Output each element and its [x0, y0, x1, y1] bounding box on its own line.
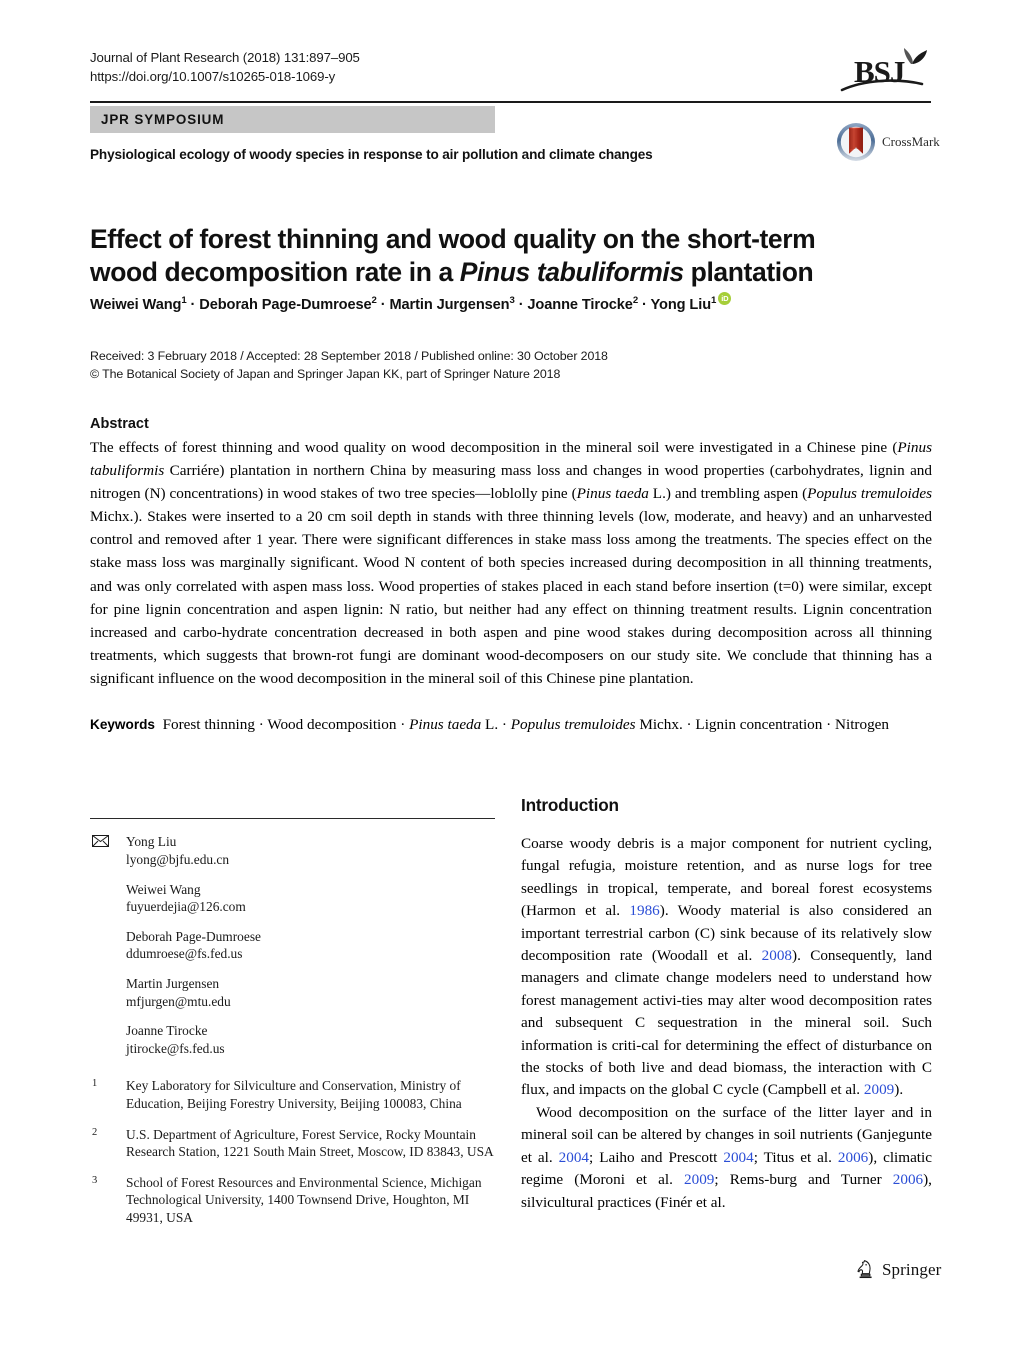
affiliation-list [90, 1077, 495, 1226]
affiliation-item [90, 1174, 495, 1227]
springer-wordmark: Springer [882, 1260, 942, 1279]
contact-entry [90, 833, 495, 868]
bsj-logo-icon [834, 42, 930, 98]
masthead-divider [90, 101, 931, 103]
contact-entry [90, 1022, 495, 1057]
author-list [90, 295, 890, 313]
keywords-list: Forest thinning · Wood decomposition · Pinus taeda L. · Populus tremuloides Michx. · Lignin concentration · Nitrogen [162, 716, 889, 733]
svg-text:BSJ: BSJ [854, 54, 905, 89]
author-names: Weiwei Wang$^1$ · Deborah Page-Dumroese$^2$ · Martin Jurgensen$^3$ · Joanne Tirocke$^2$ · Yong Liu$^1$ [90, 295, 717, 313]
introduction-paragraph-1: Coarse woody debris is a major component for nutrient cycling, fungal refugia, moisture retention, and as nurse logs for tree seedlings in tropical, temperate, and boreal forest ecosystems (Harmon et al. 1986). Woody material is also considered an important terrestrial carbon (C) sink because of its relatively slow decomposition rate (Woodall et al. 2008). Consequently, land managers and climate change modelers need to understand how forest management activi‑ties may alter wood decomposition rates and subsequent C sequestration in the mineral soil. Such information is criti‑cal for determining the effect of disturbance on the stocks of both live and dead biomass, the interaction with C flux, and impacts on the global C cycle (Campbell et al. 2009). [521, 835, 932, 1099]
masthead [90, 48, 930, 89]
introduction-paragraph-2: Wood decomposition on the surface of the litter layer and in mineral soil can be altered by changes in soil nutrients (Ganjegunte et al. 2004; Laiho and Prescott 2004; Titus et al. 2006), climatic regime (Moroni et al. 2009; Rems‑burg and Turner 2006), silvicultural practices (Finér et al. [521, 1103, 932, 1211]
contact-entry [90, 881, 495, 916]
doi-line: https://doi.org/10.1007/s10265-018-1069-y [90, 69, 336, 84]
keywords-section [90, 713, 932, 736]
contact-name: Deborah Page-Dumroese [126, 928, 261, 944]
correspondence-divider [90, 818, 495, 819]
contact-name: Weiwei Wang [126, 881, 201, 897]
affiliation-number: 1 [92, 1078, 98, 1090]
affiliation-text: School of Forest Resources and Environmental Science, Michigan Technological University, 1400 Townsend Drive, Houghton, MI 49931, USA [126, 1174, 482, 1225]
correspondence-column [90, 818, 495, 1239]
affiliation-item [90, 1126, 495, 1161]
contact-email[interactable]: fuyuerdejia@126.com [126, 899, 246, 915]
contact-entry [90, 928, 495, 963]
affiliation-item [90, 1077, 495, 1112]
received-accepted-line: Received: 3 February 2018 / Accepted: 28 September 2018 / Published online: 30 October 2018 [90, 349, 608, 363]
crossmark-icon[interactable] [836, 122, 876, 162]
orcid-icon[interactable] [718, 292, 731, 305]
page-title [90, 223, 880, 289]
title-text-part2: plantation [683, 256, 814, 287]
correspondence-list [90, 833, 495, 1057]
affiliation-text: Key Laboratory for Silviculture and Conservation, Ministry of Education, Beijing Forestry University, Beijing 100083, China [126, 1078, 462, 1111]
copyright-line: © The Botanical Society of Japan and Springer Japan KK, part of Springer Nature 2018 [90, 366, 561, 381]
keywords-label: Keywords [90, 717, 155, 732]
contact-name: Joanne Tirocke [126, 1023, 208, 1039]
contact-name: Yong Liu [126, 834, 177, 850]
contact-email[interactable]: lyong@bjfu.edu.cn [126, 851, 230, 867]
contact-email[interactable]: ddumroese@fs.fed.us [126, 946, 243, 962]
title-species-name: Pinus tabuliformis [459, 256, 684, 287]
crossmark-label: CrossMark [882, 134, 940, 149]
symposium-band [90, 106, 495, 133]
journal-citation-line: Journal of Plant Research (2018) 131:897–905 [90, 50, 360, 65]
affiliation-number: 3 [92, 1174, 98, 1186]
affiliation-text: U.S. Department of Agriculture, Forest Service, Rocky Mountain Research Station, 1221 South Main Street, Moscow, ID 83843, USA [126, 1126, 494, 1160]
publication-dates [90, 348, 890, 383]
symposium-band-label: JPR SYMPOSIUM [101, 112, 225, 127]
abstract-body: The effects of forest thinning and wood quality on wood decomposition in the mineral soil were investigated in a Chinese pine (Pinus tabuliformis Carriére) plantation in northern China by measuring mass loss and changes in wood properties (carbohydrates, lignin and nitrogen (N) concentrations) in wood stakes of two tree species—loblolly pine (Pinus taeda L.) and trembling aspen (Populus tremuloides Michx.). Stakes were inserted to a 20 cm soil depth in stands with three thinning levels (low, moderate, and heavy) and an unharvested control and removed after 1 year. There were significant differences in stake mass loss among the treatments. The species effect on the stake mass loss was marginally significant. Wood N content of both species increased during decomposition in all thinning treatments, and was only correlated with aspen mass loss. Wood properties of stakes placed in each stand before insertion (t=0) were similar, except for pine lignin concentration and aspen lignin: N ratio, but neither had any effect on thinning treatment results. Lignin concentration increased and carbo-hydrate concentration decreased in both aspen and pine wood stakes during decomposition across all thinning treatments, which suggests that brown-rot fungi are dominant wood-decomposers on our study site. We conclude that thinning has a significant influence on the wood decomposition in the mineral soil of this Chinese pine plantation. [90, 439, 933, 687]
title-text-part1: Effect of forest thinning and wood quality on the short-term wood decomposition rate in a [90, 223, 816, 287]
introduction-column [521, 795, 932, 1214]
envelope-icon [92, 835, 109, 847]
contact-name: Martin Jurgensen [126, 975, 220, 991]
abstract-heading: Abstract [90, 416, 149, 432]
symposium-subtitle: Physiological ecology of woody species in response to air pollution and climate changes [90, 147, 653, 162]
springer-knight-icon [853, 1258, 877, 1282]
introduction-heading: Introduction [521, 795, 619, 815]
crossmark-badge[interactable] [836, 122, 940, 164]
contact-email[interactable]: mfjurgen@mtu.edu [126, 993, 231, 1009]
publisher-footer [853, 1258, 943, 1284]
affiliation-number: 2 [92, 1126, 98, 1138]
contact-email[interactable]: jtirocke@fs.fed.us [126, 1040, 225, 1056]
contact-entry [90, 975, 495, 1010]
